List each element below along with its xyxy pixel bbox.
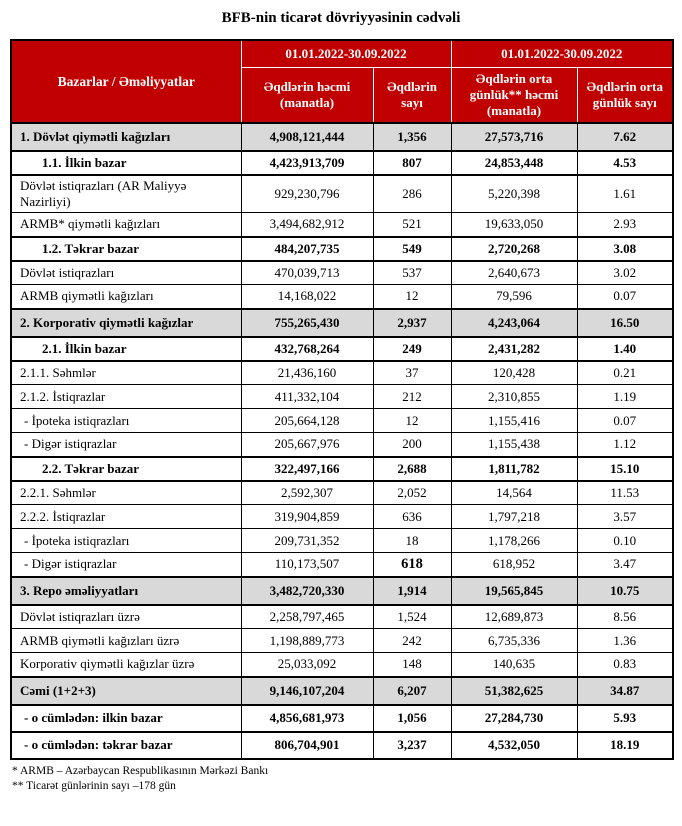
table-row xyxy=(11,553,673,577)
row-value: 12,689,873 xyxy=(451,605,577,629)
row-value: 37 xyxy=(373,361,451,385)
turnover-table xyxy=(10,39,674,760)
row-value: 18 xyxy=(373,529,451,553)
row-value: 0.10 xyxy=(577,529,673,553)
table-header xyxy=(11,40,673,123)
row-label: - Digər istiqrazlar xyxy=(11,553,241,577)
period-header-row xyxy=(11,40,673,67)
row-value: 4,243,064 xyxy=(451,309,577,337)
row-value: 1,356 xyxy=(373,123,451,151)
row-value: 209,731,352 xyxy=(241,529,373,553)
row-value: 929,230,796 xyxy=(241,175,373,213)
row-value: 12 xyxy=(373,285,451,309)
row-label: 2. Korporativ qiymətli kağızlar xyxy=(11,309,241,337)
row-value: 242 xyxy=(373,629,451,653)
row-value: 51,382,625 xyxy=(451,677,577,705)
row-value: 2,688 xyxy=(373,457,451,481)
table-row xyxy=(11,677,673,705)
table-row xyxy=(11,433,673,457)
table-row xyxy=(11,505,673,529)
row-value: 21,436,160 xyxy=(241,361,373,385)
row-value: 4,532,050 xyxy=(451,732,577,759)
row-label: Cəmi (1+2+3) xyxy=(11,677,241,705)
row-value: 322,497,166 xyxy=(241,457,373,481)
row-value: 6,735,336 xyxy=(451,629,577,653)
row-value: 1.40 xyxy=(577,337,673,361)
table-row xyxy=(11,213,673,237)
table-row xyxy=(11,151,673,175)
row-value: 1.36 xyxy=(577,629,673,653)
row-value: 19,633,050 xyxy=(451,213,577,237)
row-value: 205,667,976 xyxy=(241,433,373,457)
column-header-count: Əqdlərin sayı xyxy=(373,67,451,123)
table-row xyxy=(11,175,673,213)
table-row xyxy=(11,261,673,285)
row-value: 14,564 xyxy=(451,481,577,505)
row-value: 2,937 xyxy=(373,309,451,337)
row-value: 6,207 xyxy=(373,677,451,705)
row-value: 2,310,855 xyxy=(451,385,577,409)
column-header-daily-volume: Əqdlərin orta günlük** həcmi (manatla) xyxy=(451,67,577,123)
row-value: 3,482,720,330 xyxy=(241,577,373,605)
row-value: 15.10 xyxy=(577,457,673,481)
row-label: Dövlət istiqrazları üzrə xyxy=(11,605,241,629)
row-value: 140,635 xyxy=(451,653,577,677)
row-value: 79,596 xyxy=(451,285,577,309)
table-row xyxy=(11,409,673,433)
row-value: 1.12 xyxy=(577,433,673,457)
row-value: 286 xyxy=(373,175,451,213)
row-label: Dövlət istiqrazları xyxy=(11,261,241,285)
row-label: ARMB qiymətli kağızları üzrə xyxy=(11,629,241,653)
row-value: 120,428 xyxy=(451,361,577,385)
row-value: 200 xyxy=(373,433,451,457)
row-label: Korporativ qiymətli kağızlar üzrə xyxy=(11,653,241,677)
row-value: 806,704,901 xyxy=(241,732,373,759)
table-row xyxy=(11,529,673,553)
table-row xyxy=(11,385,673,409)
row-value: 2,258,797,465 xyxy=(241,605,373,629)
row-value: 1,198,889,773 xyxy=(241,629,373,653)
row-label: - İpoteka istiqrazları xyxy=(11,409,241,433)
row-value: 2,431,282 xyxy=(451,337,577,361)
row-value: 14,168,022 xyxy=(241,285,373,309)
row-value: 212 xyxy=(373,385,451,409)
row-value: 484,207,735 xyxy=(241,237,373,261)
row-value: 19,565,845 xyxy=(451,577,577,605)
footnote-armb: * ARMB – Azərbaycan Respublikasının Mərkəzi Bankı xyxy=(12,764,269,777)
table-row xyxy=(11,285,673,309)
row-value: 3.47 xyxy=(577,553,673,577)
row-label: - o cümlədən: təkrar bazar xyxy=(11,732,241,759)
row-value: 0.83 xyxy=(577,653,673,677)
row-value: 2,052 xyxy=(373,481,451,505)
table-row xyxy=(11,361,673,385)
column-header-volume: Əqdlərin həcmi (manatla) xyxy=(241,67,373,123)
row-value: 470,039,713 xyxy=(241,261,373,285)
row-value: 1,178,266 xyxy=(451,529,577,553)
row-value: 4.53 xyxy=(577,151,673,175)
row-label: 2.1. İlkin bazar xyxy=(11,337,241,361)
row-value: 1,155,438 xyxy=(451,433,577,457)
row-value: 807 xyxy=(373,151,451,175)
row-value: 10.75 xyxy=(577,577,673,605)
row-value: 1,914 xyxy=(373,577,451,605)
period-header-2: 01.01.2022-30.09.2022 xyxy=(451,40,673,67)
row-value: 24,853,448 xyxy=(451,151,577,175)
row-label: 1.1. İlkin bazar xyxy=(11,151,241,175)
row-label: 1.2. Təkrar bazar xyxy=(11,237,241,261)
page-title: BFB-nin ticarət dövriyyəsinin cədvəli xyxy=(221,10,461,26)
row-label: 2.1.1. Səhmlər xyxy=(11,361,241,385)
row-value: 1,811,782 xyxy=(451,457,577,481)
row-value: 5.93 xyxy=(577,705,673,732)
row-value: 1,797,218 xyxy=(451,505,577,529)
row-label: 2.2. Təkrar bazar xyxy=(11,457,241,481)
table-row xyxy=(11,123,673,151)
row-value: 12 xyxy=(373,409,451,433)
row-label: - o cümlədən: ilkin bazar xyxy=(11,705,241,732)
row-label: 2.2.2. İstiqrazlar xyxy=(11,505,241,529)
row-value: 411,332,104 xyxy=(241,385,373,409)
row-value: 8.56 xyxy=(577,605,673,629)
table-row xyxy=(11,577,673,605)
row-value: 1.19 xyxy=(577,385,673,409)
table-row xyxy=(11,309,673,337)
row-value: 25,033,092 xyxy=(241,653,373,677)
row-value: 3.02 xyxy=(577,261,673,285)
table-row xyxy=(11,705,673,732)
row-label: ARMB* qiymətli kağızları xyxy=(11,213,241,237)
row-value: 148 xyxy=(373,653,451,677)
row-value: 18.19 xyxy=(577,732,673,759)
row-value: 549 xyxy=(373,237,451,261)
row-value: 5,220,398 xyxy=(451,175,577,213)
row-value: 618 xyxy=(373,553,451,577)
row-value: 0.07 xyxy=(577,285,673,309)
table-row xyxy=(11,237,673,261)
row-value: 110,173,507 xyxy=(241,553,373,577)
row-value: 1.61 xyxy=(577,175,673,213)
row-label: - Digər istiqrazlar xyxy=(11,433,241,457)
row-value: 1,155,416 xyxy=(451,409,577,433)
row-value: 3,237 xyxy=(373,732,451,759)
row-value: 27,573,716 xyxy=(451,123,577,151)
row-value: 4,423,913,709 xyxy=(241,151,373,175)
row-value: 0.21 xyxy=(577,361,673,385)
row-value: 9,146,107,204 xyxy=(241,677,373,705)
row-value: 1,524 xyxy=(373,605,451,629)
row-value: 755,265,430 xyxy=(241,309,373,337)
row-label: - İpoteka istiqrazları xyxy=(11,529,241,553)
row-value: 2,720,268 xyxy=(451,237,577,261)
table-row xyxy=(11,653,673,677)
row-value: 636 xyxy=(373,505,451,529)
row-label: 2.1.2. İstiqrazlar xyxy=(11,385,241,409)
row-label: 1. Dövlət qiymətli kağızları xyxy=(11,123,241,151)
row-value: 205,664,128 xyxy=(241,409,373,433)
row-value: 537 xyxy=(373,261,451,285)
footnotes xyxy=(10,764,672,795)
row-value: 521 xyxy=(373,213,451,237)
row-value: 432,768,264 xyxy=(241,337,373,361)
table-row xyxy=(11,629,673,653)
corner-header: Bazarlar / Əməliyyatlar xyxy=(11,40,241,123)
row-label: ARMB qiymətli kağızları xyxy=(11,285,241,309)
row-value: 1,056 xyxy=(373,705,451,732)
table-row xyxy=(11,732,673,759)
row-value: 0.07 xyxy=(577,409,673,433)
row-value: 3.57 xyxy=(577,505,673,529)
row-value: 319,904,859 xyxy=(241,505,373,529)
row-value: 4,856,681,973 xyxy=(241,705,373,732)
table-row xyxy=(11,481,673,505)
table-row xyxy=(11,457,673,481)
row-label: 2.2.1. Səhmlər xyxy=(11,481,241,505)
row-value: 11.53 xyxy=(577,481,673,505)
row-value: 3,494,682,912 xyxy=(241,213,373,237)
row-value: 27,284,730 xyxy=(451,705,577,732)
row-value: 618,952 xyxy=(451,553,577,577)
row-value: 2.93 xyxy=(577,213,673,237)
table-row xyxy=(11,337,673,361)
row-value: 4,908,121,444 xyxy=(241,123,373,151)
table-body xyxy=(11,123,673,759)
table-row xyxy=(11,605,673,629)
period-header-1: 01.01.2022-30.09.2022 xyxy=(241,40,451,67)
column-header-daily-count: Əqdlərin orta günlük sayı xyxy=(577,67,673,123)
row-value: 2,640,673 xyxy=(451,261,577,285)
footnote-trading-days: ** Ticarət günlərinin sayı –178 gün xyxy=(12,780,176,793)
row-value: 3.08 xyxy=(577,237,673,261)
row-value: 34.87 xyxy=(577,677,673,705)
row-value: 7.62 xyxy=(577,123,673,151)
row-value: 2,592,307 xyxy=(241,481,373,505)
row-value: 16.50 xyxy=(577,309,673,337)
row-value: 249 xyxy=(373,337,451,361)
row-label: 3. Repo əməliyyatları xyxy=(11,577,241,605)
row-label: Dövlət istiqrazları (AR Maliyyə Nazirliyi) xyxy=(11,175,241,213)
